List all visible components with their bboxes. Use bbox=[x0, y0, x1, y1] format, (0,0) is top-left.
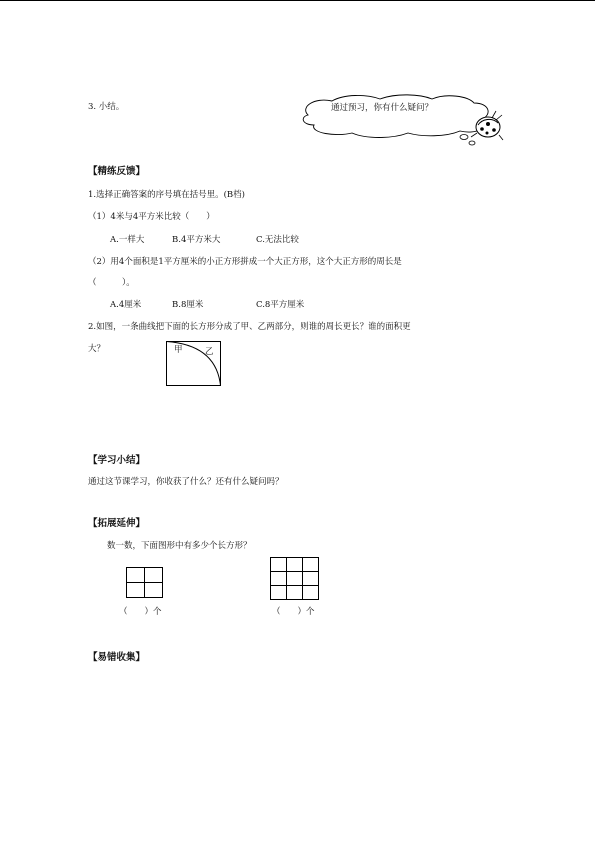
section-feedback-title: 【精练反馈】 bbox=[88, 166, 146, 177]
grid-3x3 bbox=[270, 557, 319, 600]
q1-sub2-option-c: C.8平方厘米 bbox=[256, 300, 305, 310]
answer-1: （ ）个 bbox=[119, 607, 162, 617]
q2-line1: 2.如图，一条曲线把下面的长方形分成了甲、乙两部分，则谁的周长更长？谁的面积更 bbox=[88, 322, 411, 332]
answer-2: （ ）个 bbox=[272, 607, 315, 617]
section-summary-text: 通过这节课学习，你收获了什么？还有什么疑问吗？ bbox=[88, 477, 284, 487]
q1-sub1-option-b: B.4平方米大 bbox=[172, 235, 221, 245]
top-rule bbox=[0, 0, 595, 1]
thought-cloud bbox=[296, 93, 508, 153]
q1-stem: 1.选择正确答案的序号填在括号里。(B档) bbox=[88, 190, 245, 200]
summary-item: 3. 小结。 bbox=[88, 102, 125, 112]
section-summary-title: 【学习小结】 bbox=[88, 455, 146, 466]
grid-2x2 bbox=[126, 567, 163, 598]
cloud-text: 通过预习，你有什么疑问？ bbox=[331, 103, 434, 113]
label-jia: 甲 bbox=[174, 345, 183, 355]
q1-sub2-stem: （2）用4个面积是1平方厘米的小正方形拼成一个大正方形，这个大正方形的周长是 bbox=[88, 257, 402, 267]
section-extend-title: 【拓展延伸】 bbox=[88, 518, 146, 529]
q1-sub2-option-b: B.8厘米 bbox=[172, 300, 204, 310]
q1-sub2-bracket: （ ）。 bbox=[88, 278, 135, 288]
label-yi: 乙 bbox=[205, 347, 214, 357]
q1-sub1-option-c: C.无法比较 bbox=[256, 235, 299, 245]
q1-sub1-option-a: A.一样大 bbox=[110, 235, 145, 245]
section-errors-title: 【易错收集】 bbox=[88, 652, 146, 663]
q1-sub2-option-a: A.4厘米 bbox=[110, 300, 142, 310]
q1-sub1-stem: （1）4米与4平方米比较（ ） bbox=[88, 212, 215, 222]
extend-prompt: 数一数，下面图形中有多少个长方形？ bbox=[107, 541, 252, 551]
q2-line2: 大？ bbox=[88, 344, 106, 354]
